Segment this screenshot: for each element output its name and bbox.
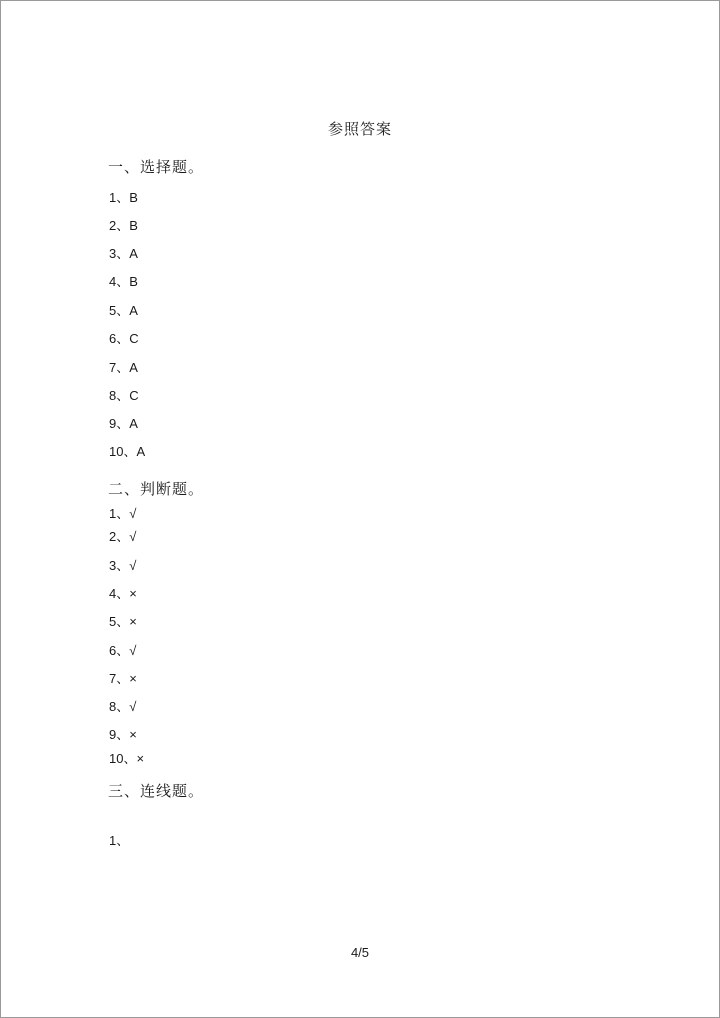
section-heading-matching: 三、连线题。 [108, 782, 205, 800]
answer-item [109, 529, 136, 545]
answer-item [109, 246, 138, 262]
answer-item [109, 699, 136, 715]
answer-number: 1、 [109, 190, 130, 205]
answer-number: 10、 [109, 444, 137, 459]
answer-item [109, 586, 137, 602]
answer-item [109, 274, 138, 290]
answer-value: A [129, 303, 138, 318]
answer-item [109, 614, 137, 630]
answer-number: 8、 [109, 388, 130, 403]
answer-value: √ [129, 529, 137, 544]
answer-number: 8、 [109, 699, 130, 714]
answer-number: 10、 [109, 751, 137, 766]
answer-item [109, 727, 137, 743]
answer-item [109, 444, 145, 460]
answer-item [109, 388, 139, 404]
answer-item [109, 751, 144, 767]
answer-value: A [136, 444, 146, 459]
answer-value: √ [129, 699, 137, 714]
page-title: 参照答案 [327, 120, 392, 138]
answer-value: × [129, 614, 137, 629]
answer-item [109, 558, 136, 574]
answer-number: 4、 [109, 586, 130, 601]
answer-value: × [136, 751, 145, 766]
answer-value: × [129, 727, 137, 742]
answer-number: 1、 [109, 833, 130, 848]
answer-number: 5、 [109, 303, 130, 318]
answer-number: 3、 [109, 558, 130, 573]
answer-number: 6、 [109, 331, 130, 346]
answer-item [109, 643, 136, 659]
answer-value: A [129, 246, 138, 261]
answer-item [109, 218, 138, 234]
section-heading-choice: 一、选择题。 [108, 158, 205, 176]
answer-number: 2、 [109, 218, 130, 233]
answer-item [109, 416, 138, 432]
answer-value: C [129, 388, 139, 403]
answer-value: C [129, 331, 139, 346]
answer-value: × [129, 586, 137, 601]
answer-number: 1、 [109, 506, 130, 521]
answer-value: × [129, 671, 137, 686]
answer-value: B [129, 218, 138, 233]
answer-item [109, 190, 138, 206]
answer-value: A [129, 416, 138, 431]
answer-number: 6、 [109, 643, 130, 658]
answer-value: √ [129, 643, 137, 658]
answer-item [109, 360, 138, 376]
answer-number: 5、 [109, 614, 130, 629]
answer-number: 9、 [109, 727, 130, 742]
answer-item [109, 671, 137, 687]
answer-value: √ [129, 558, 137, 573]
answer-item [109, 506, 136, 522]
answer-number: 7、 [109, 671, 130, 686]
answer-item [109, 303, 138, 319]
answer-number: 3、 [109, 246, 130, 261]
answer-value: √ [129, 506, 137, 521]
answer-number: 9、 [109, 416, 130, 431]
answer-number: 4、 [109, 274, 130, 289]
answer-value: A [129, 360, 138, 375]
answer-number: 2、 [109, 529, 130, 544]
section-heading-judgement: 二、判断题。 [108, 480, 205, 498]
answer-number: 7、 [109, 360, 130, 375]
answer-item [109, 833, 129, 849]
page-number: 4/5 [350, 945, 370, 960]
answer-value: B [129, 190, 138, 205]
answer-item [109, 331, 139, 347]
answer-value: B [129, 274, 138, 289]
